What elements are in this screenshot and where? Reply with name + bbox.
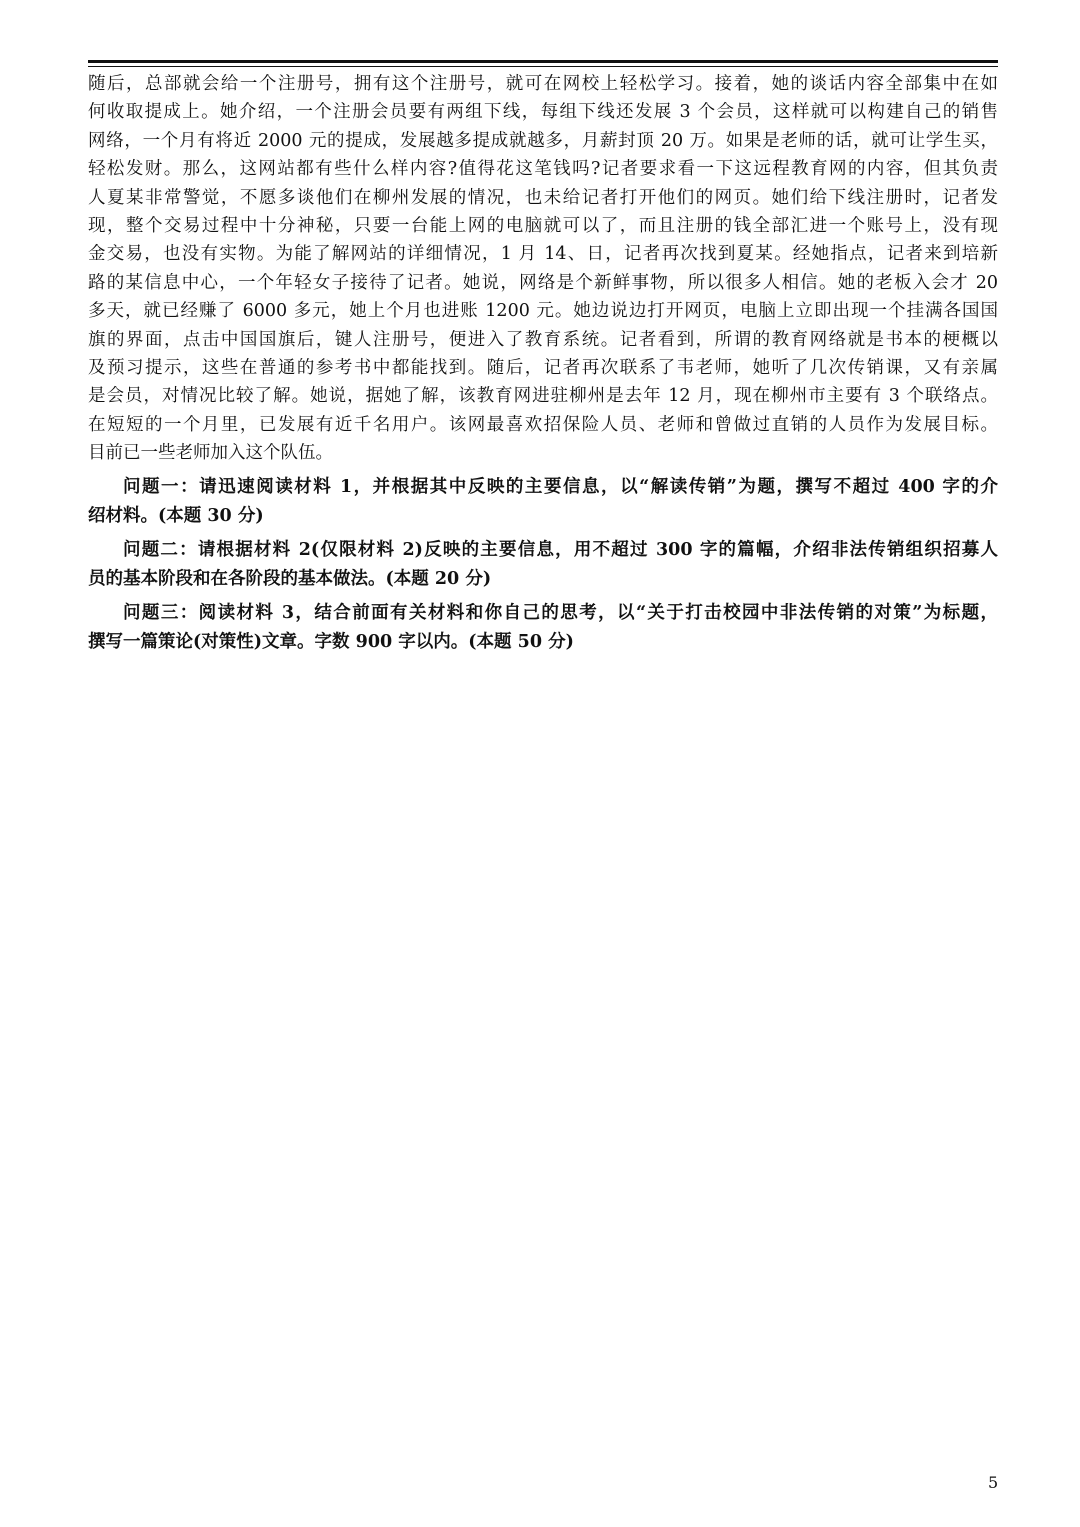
paragraph-line: 金交易，也没有实物。为能了解网站的详细情况，1 月 14、日，记者再次找到夏某。经她指点，记者来到培新 [88,244,998,265]
paragraph-line: 网络，一个月有将近 2000 元的提成，发展越多提成就越多，月薪封顶 20 万。如果是老师的话，就可让学生买， [88,130,998,151]
paragraph-line: 路的某信息中心，一个年轻女子接待了记者。她说，网络是个新鲜事物，所以很多人相信。她的老板入会才 20 [88,272,998,293]
paragraph-line: 是会员，对情况比较了解。她说，据她了解，该教育网进驻柳州是去年 12 月，现在柳州市主要有 3 个联络点。 [88,386,998,407]
question-line: 问题三：阅读材料 3，结合前面有关材料和你自己的思考，以“关于打击校园中非法传销的对策”为标题， [123,603,998,624]
question-line: 绍材料。(本题 30 分) [88,505,264,526]
question-line: 撰写一篇策论(对策性)文章。字数 900 字以内。(本题 50 分) [88,631,574,652]
question-line: 问题一：请迅速阅读材料 1，并根据其中反映的主要信息，以“解读传销”为题，撰写不超过 400 字的介 [123,477,998,498]
page-content [88,70,998,656]
header-rule-thin [88,66,998,67]
question-line: 问题二：请根据材料 2(仅限材料 2)反映的主要信息，用不超过 300 字的篇幅，介绍非法传销组织招募人 [123,540,998,561]
paragraph-line: 及预习提示，这些在普通的参考书中都能找到。随后，记者再次联系了韦老师，她听了几次传销课，又有亲属 [88,357,998,378]
paragraph-line: 在短短的一个月里，已发展有近千名用户。该网最喜欢招保险人员、老师和曾做过直销的人员作为发展目标。 [88,414,998,435]
material-paragraph [88,70,998,467]
paragraph-line: 目前已一些老师加入这个队伍。 [88,443,333,464]
paragraph-line: 多天，就已经赚了 6000 多元，她上个月也进账 1200 元。她边说边打开网页，电脑上立即出现一个挂满各国国 [88,301,998,322]
question-two [88,536,998,593]
header-rule-thick [88,60,998,63]
paragraph-line: 现，整个交易过程中十分神秘，只要一台能上网的电脑就可以了，而且注册的钱全部汇进一个账号上，没有现 [88,215,998,236]
paragraph-line: 人夏某非常警觉，不愿多谈他们在柳州发展的情况，也未给记者打开他们的网页。她们给下线注册时，记者发 [88,187,998,208]
paragraph-line: 随后，总部就会给一个注册号，拥有这个注册号，就可在网校上轻松学习。接着，她的谈话内容全部集中在如 [88,74,998,94]
question-one [88,473,998,530]
question-line: 员的基本阶段和在各阶段的基本做法。(本题 20 分) [88,568,492,589]
question-three [88,599,998,656]
page-number: 5 [988,1473,999,1492]
paragraph-line: 旗的界面，点击中国国旗后，键人注册号，便进入了教育系统。记者看到，所谓的教育网络就是书本的梗概以 [88,329,998,350]
paragraph-line: 轻松发财。那么，这网站都有些什么样内容?值得花这笔钱吗?记者要求看一下这远程教育网的内容，但其负责 [88,159,998,180]
paragraph-line: 何收取提成上。她介绍，一个注册会员要有两组下线，每组下线还发展 3 个会员，这样就可以构建自己的销售 [88,102,998,123]
